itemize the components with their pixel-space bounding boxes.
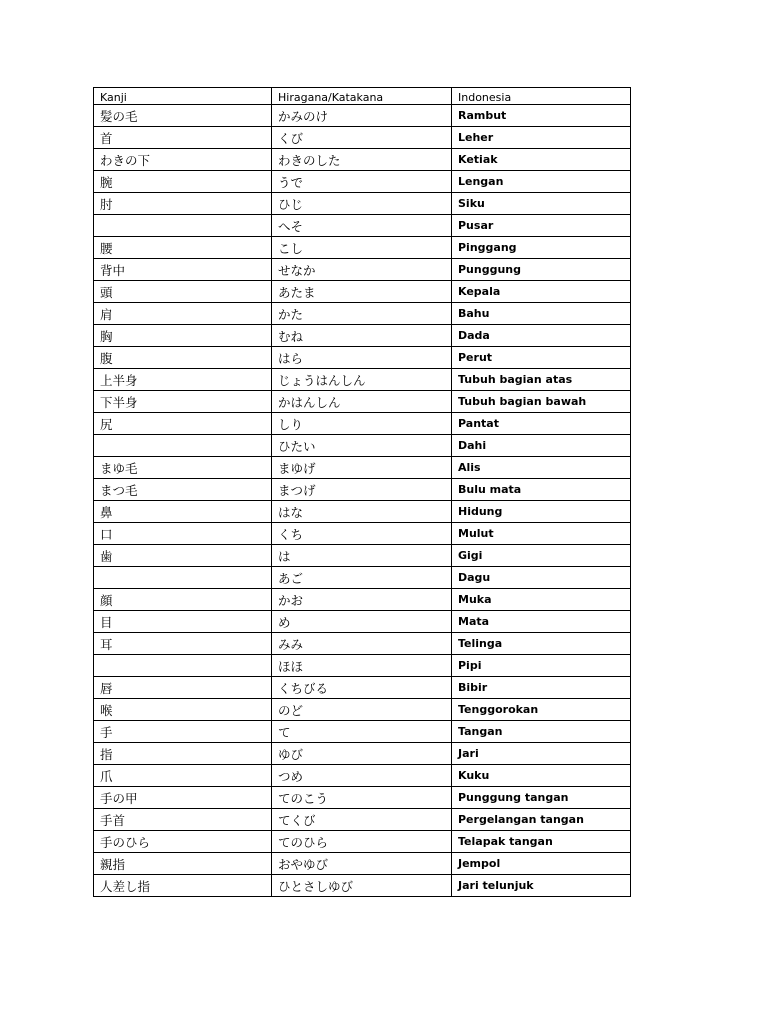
kanji-cell: 喉 [94,699,272,721]
table-row [94,479,631,501]
table-row [94,831,631,853]
table-row [94,435,631,457]
kana-cell: かはんしん [272,391,452,413]
table-row [94,171,631,193]
table-row [94,215,631,237]
table-row [94,369,631,391]
kana-cell: あご [272,567,452,589]
table-row [94,787,631,809]
kana-cell: くび [272,127,452,149]
indonesia-cell: Lengan [452,171,631,193]
kana-cell: てくび [272,809,452,831]
kana-cell: わきのした [272,149,452,171]
indonesia-cell: Tubuh bagian bawah [452,391,631,413]
indonesia-cell: Punggung [452,259,631,281]
kana-cell: ひとさしゆび [272,875,452,897]
indonesia-cell: Bibir [452,677,631,699]
kanji-cell: 肘 [94,193,272,215]
indonesia-cell: Pusar [452,215,631,237]
kana-cell: かた [272,303,452,325]
kana-cell: かみのけ [272,105,452,127]
kanji-cell: まゆ毛 [94,457,272,479]
indonesia-cell: Tenggorokan [452,699,631,721]
indonesia-cell: Tubuh bagian atas [452,369,631,391]
table-row [94,105,631,127]
table-row [94,765,631,787]
table-row [94,457,631,479]
indonesia-cell: Dahi [452,435,631,457]
indonesia-cell: Dada [452,325,631,347]
kanji-cell: わきの下 [94,149,272,171]
kana-cell: はな [272,501,452,523]
kanji-cell: 下半身 [94,391,272,413]
table-row [94,259,631,281]
kanji-cell: 胸 [94,325,272,347]
kana-cell: め [272,611,452,633]
kana-cell: てのひら [272,831,452,853]
table-row [94,413,631,435]
indonesia-cell: Dagu [452,567,631,589]
indonesia-cell: Pantat [452,413,631,435]
indonesia-cell: Bahu [452,303,631,325]
kanji-cell: 歯 [94,545,272,567]
table-row [94,545,631,567]
header-row [94,88,631,105]
kanji-cell: 耳 [94,633,272,655]
table-row [94,347,631,369]
table-row [94,567,631,589]
kana-cell: むね [272,325,452,347]
kana-cell: はら [272,347,452,369]
indonesia-cell: Muka [452,589,631,611]
indonesia-cell: Mulut [452,523,631,545]
kana-cell: へそ [272,215,452,237]
kanji-cell: 背中 [94,259,272,281]
table-row [94,149,631,171]
kanji-cell: 手のひら [94,831,272,853]
kana-cell: ほほ [272,655,452,677]
indonesia-cell: Perut [452,347,631,369]
kanji-cell: 指 [94,743,272,765]
kana-cell: てのこう [272,787,452,809]
kanji-cell: 手首 [94,809,272,831]
indonesia-cell: Ketiak [452,149,631,171]
kana-cell: くち [272,523,452,545]
kanji-cell [94,567,272,589]
kanji-cell: 鼻 [94,501,272,523]
kanji-cell: 口 [94,523,272,545]
table-row [94,281,631,303]
table-row [94,809,631,831]
kanji-cell: 腹 [94,347,272,369]
kana-cell: まつげ [272,479,452,501]
table-row [94,127,631,149]
kanji-cell: 顔 [94,589,272,611]
kanji-cell [94,215,272,237]
table-row [94,853,631,875]
table-row [94,721,631,743]
indonesia-cell: Gigi [452,545,631,567]
indonesia-cell: Alis [452,457,631,479]
kanji-cell: 上半身 [94,369,272,391]
table-row [94,875,631,897]
indonesia-cell: Kuku [452,765,631,787]
kana-cell: まゆげ [272,457,452,479]
kana-cell: せなか [272,259,452,281]
kanji-cell: 爪 [94,765,272,787]
vocabulary-table [93,87,631,897]
table-row [94,611,631,633]
indonesia-cell: Tangan [452,721,631,743]
kanji-cell: 腕 [94,171,272,193]
kanji-cell: 首 [94,127,272,149]
kanji-cell: 親指 [94,853,272,875]
table-row [94,237,631,259]
header-kana: Hiragana/Katakana [272,88,452,105]
indonesia-cell: Pergelangan tangan [452,809,631,831]
kana-cell: つめ [272,765,452,787]
indonesia-cell: Bulu mata [452,479,631,501]
table-row [94,391,631,413]
indonesia-cell: Pipi [452,655,631,677]
kana-cell: ひじ [272,193,452,215]
table-row [94,699,631,721]
table-row [94,743,631,765]
indonesia-cell: Leher [452,127,631,149]
kana-cell: のど [272,699,452,721]
kanji-cell: まつ毛 [94,479,272,501]
kana-cell: かお [272,589,452,611]
indonesia-cell: Jari telunjuk [452,875,631,897]
kana-cell: ゆび [272,743,452,765]
indonesia-cell: Pinggang [452,237,631,259]
table-row [94,193,631,215]
table-row [94,677,631,699]
table-row [94,325,631,347]
header-kanji: Kanji [94,88,272,105]
kana-cell: ひたい [272,435,452,457]
table-row [94,501,631,523]
kana-cell: て [272,721,452,743]
kana-cell: うで [272,171,452,193]
kanji-cell: 人差し指 [94,875,272,897]
kana-cell: あたま [272,281,452,303]
table-row [94,633,631,655]
indonesia-cell: Jari [452,743,631,765]
table-row [94,523,631,545]
kana-cell: みみ [272,633,452,655]
kanji-cell [94,435,272,457]
indonesia-cell: Kepala [452,281,631,303]
kanji-cell: 尻 [94,413,272,435]
indonesia-cell: Punggung tangan [452,787,631,809]
kanji-cell: 唇 [94,677,272,699]
header-indonesia: Indonesia [452,88,631,105]
kana-cell: じょうはんしん [272,369,452,391]
indonesia-cell: Siku [452,193,631,215]
kanji-cell: 手 [94,721,272,743]
kana-cell: は [272,545,452,567]
kana-cell: しり [272,413,452,435]
kanji-cell: 肩 [94,303,272,325]
kana-cell: こし [272,237,452,259]
kanji-cell: 目 [94,611,272,633]
indonesia-cell: Telinga [452,633,631,655]
kanji-cell [94,655,272,677]
table-row [94,589,631,611]
indonesia-cell: Telapak tangan [452,831,631,853]
kanji-cell: 手の甲 [94,787,272,809]
kanji-cell: 頭 [94,281,272,303]
kanji-cell: 髪の毛 [94,105,272,127]
table-row [94,303,631,325]
indonesia-cell: Jempol [452,853,631,875]
vocabulary-table-body [94,88,631,897]
indonesia-cell: Mata [452,611,631,633]
kana-cell: おやゆび [272,853,452,875]
kana-cell: くちびる [272,677,452,699]
table-row [94,655,631,677]
indonesia-cell: Rambut [452,105,631,127]
kanji-cell: 腰 [94,237,272,259]
indonesia-cell: Hidung [452,501,631,523]
